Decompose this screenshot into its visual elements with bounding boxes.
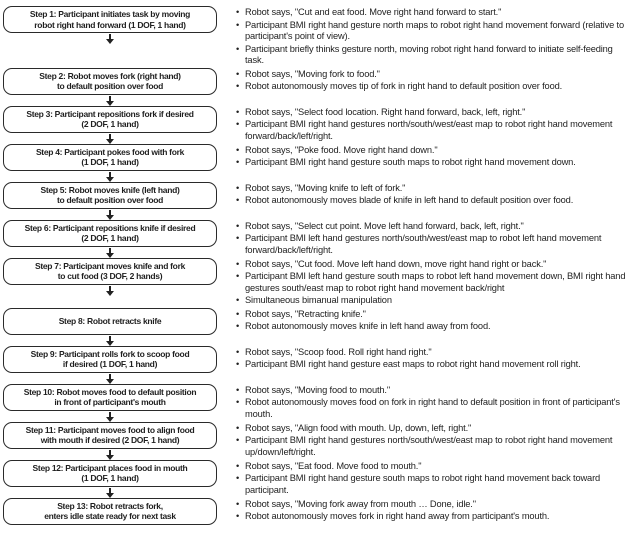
- step-7-notes: [231, 258, 634, 308]
- note-item: • Robot says, "Select cut point. Move left hand forward, back, left, right.": [245, 221, 634, 233]
- step-8-notes: [231, 308, 634, 334]
- step-6-box: [3, 220, 217, 247]
- step-13-box: [3, 498, 217, 525]
- step-5-box: [3, 182, 217, 209]
- step-row-13: [3, 498, 634, 536]
- step-7-cell: [3, 258, 217, 296]
- step-row-8: [3, 308, 634, 346]
- note-item: • Participant BMI left hand gesture south maps to robot left hand movement down, BMI right hand gestures south/east map to robot right hand movement back/right: [245, 271, 634, 294]
- note-item: • Robot autonomously moves tip of fork in right hand to default position over food.: [245, 81, 634, 93]
- step-1-cell: [3, 6, 217, 44]
- step-row-4: [3, 144, 634, 182]
- down-arrow-icon: [106, 34, 114, 44]
- note-item: • Robot says, "Select food location. Right hand forward, back, left, right.": [245, 107, 634, 119]
- step-box-line: (1 DOF, 1 hand): [81, 157, 139, 167]
- down-arrow-icon: [106, 336, 114, 346]
- step-3-cell: [3, 106, 217, 144]
- step-4-cell: [3, 144, 217, 182]
- step-12-box: [3, 460, 217, 487]
- step-box-line: Step 4: Participant pokes food with fork: [35, 146, 185, 157]
- step-row-9: [3, 346, 634, 384]
- step-10-cell: [3, 384, 217, 422]
- down-arrow-icon: [106, 96, 114, 106]
- step-11-box: [3, 422, 217, 449]
- step-row-6: [3, 220, 634, 258]
- down-arrow-icon: [106, 172, 114, 182]
- down-arrow-icon: [106, 286, 114, 296]
- step-box-line: (2 DOF, 1 hand): [81, 233, 139, 243]
- step-4-box: [3, 144, 217, 171]
- step-box-line: robot right hand forward (1 DOF, 1 hand): [34, 19, 186, 30]
- note-item: • Participant BMI right hand gestures north/south/west/east map to robot right hand movement forward/back/left/right.: [245, 119, 634, 142]
- step-box-line: Step 9: Participant rolls fork to scoop food: [30, 348, 190, 359]
- note-item: • Robot autonomously moves blade of knife in left hand to default position over food.: [245, 195, 634, 207]
- step-1-notes: [231, 6, 634, 68]
- down-arrow-icon: [106, 134, 114, 144]
- step-row-1: [3, 6, 634, 68]
- note-item: • Participant BMI left hand gestures north/south/west/east map to robot left hand movement forward/back/left/right.: [245, 233, 634, 256]
- step-row-12: [3, 460, 634, 498]
- step-box-line: Step 11: Participant moves food to align food: [25, 424, 195, 435]
- step-12-notes: [231, 460, 634, 498]
- note-item: • Simultaneous bimanual manipulation: [245, 295, 634, 307]
- step-box-line: Step 5: Robot moves knife (left hand): [40, 184, 180, 195]
- step-box-line: Step 8: Robot retracts knife: [58, 315, 162, 326]
- step-1-box: [3, 6, 217, 33]
- note-item: • Robot says, "Cut and eat food. Move right hand forward to start.": [245, 7, 634, 19]
- down-arrow-icon: [106, 412, 114, 422]
- step-11-notes: [231, 422, 634, 460]
- step-5-notes: [231, 182, 634, 208]
- note-item: • Participant BMI right hand gestures north/south/west/east map to robot right hand movement up/down/left/right.: [245, 435, 634, 458]
- step-5-cell: [3, 182, 217, 220]
- note-item: • Robot says, "Scoop food. Roll right hand right.": [245, 347, 634, 359]
- down-arrow-icon: [106, 374, 114, 384]
- step-6-cell: [3, 220, 217, 258]
- step-3-box: [3, 106, 217, 133]
- step-row-5: [3, 182, 634, 220]
- note-item: • Robot says, "Moving fork to food.": [245, 69, 634, 81]
- step-3-notes: [231, 106, 634, 144]
- step-row-2: [3, 68, 634, 106]
- down-arrow-icon: [106, 450, 114, 460]
- note-item: • Robot autonomously moves food on fork in right hand to default position in front of participant's mouth.: [245, 397, 634, 420]
- note-item: • Robot says, "Moving fork away from mouth … Done, idle.": [245, 499, 634, 511]
- step-box-line: Step 1: Participant initiates task by moving: [29, 9, 191, 19]
- step-box-line: Step 3: Participant repositions fork if desired: [26, 108, 194, 119]
- step-13-cell: [3, 498, 217, 525]
- step-row-11: [3, 422, 634, 460]
- note-item: • Robot says, "Poke food. Move right hand down.": [245, 145, 634, 157]
- note-item: • Robot says, "Align food with mouth. Up, down, left, right.": [245, 423, 634, 435]
- down-arrow-icon: [106, 248, 114, 258]
- step-box-line: enters idle state ready for next task: [44, 511, 176, 521]
- step-4-notes: [231, 144, 634, 170]
- step-box-line: to cut food (3 DOF, 2 hands): [57, 271, 163, 281]
- step-2-box: [3, 68, 217, 95]
- step-box-line: Step 2: Robot moves fork (right hand): [39, 70, 181, 81]
- step-12-cell: [3, 460, 217, 498]
- step-box-line: if desired (1 DOF, 1 hand): [62, 359, 158, 369]
- step-box-line: (2 DOF, 1 hand): [81, 119, 139, 129]
- step-9-box: [3, 346, 217, 373]
- step-box-line: in front of participant's mouth: [54, 397, 166, 407]
- step-10-box: [3, 384, 217, 411]
- flowchart-figure: [3, 6, 634, 536]
- step-6-notes: [231, 220, 634, 258]
- note-item: • Robot says, "Moving knife to left of fork.": [245, 183, 634, 195]
- step-7-box: [3, 258, 217, 285]
- step-8-box: [3, 308, 217, 335]
- step-8-cell: [3, 308, 217, 346]
- step-2-cell: [3, 68, 217, 106]
- step-10-notes: [231, 384, 634, 422]
- step-13-notes: [231, 498, 634, 524]
- step-2-notes: [231, 68, 634, 94]
- note-item: • Participant briefly thinks gesture north, moving robot right hand forward to initiate self-feeding task.: [245, 44, 634, 67]
- note-item: • Participant BMI right hand gesture south maps to robot right hand movement down.: [245, 157, 634, 169]
- step-9-cell: [3, 346, 217, 384]
- note-item: • Robot autonomously moves fork in right hand away from participant's mouth.: [245, 511, 634, 523]
- step-box-line: Step 12: Participant places food in mouth: [32, 462, 188, 473]
- step-box-line: to default position over food: [56, 195, 164, 205]
- note-item: • Robot says, "Cut food. Move left hand down, move right hand right or back.": [245, 259, 634, 271]
- step-9-notes: [231, 346, 634, 372]
- step-box-line: to default position over food: [56, 81, 164, 91]
- down-arrow-icon: [106, 488, 114, 498]
- step-row-7: [3, 258, 634, 308]
- step-row-3: [3, 106, 634, 144]
- note-item: • Participant BMI right hand gesture north maps to robot right hand movement forward (relative to participant's point of view).: [245, 20, 634, 43]
- note-item: • Robot says, "Retracting knife.": [245, 309, 634, 321]
- note-item: • Robot says, "Eat food. Move food to mouth.": [245, 461, 634, 473]
- step-11-cell: [3, 422, 217, 460]
- step-box-line: Step 6: Participant repositions knife if desired: [24, 222, 196, 233]
- step-box-line: Step 10: Robot moves food to default position: [23, 386, 197, 397]
- note-item: • Robot says, "Moving food to mouth.": [245, 385, 634, 397]
- down-arrow-icon: [106, 210, 114, 220]
- note-item: • Participant BMI right hand gesture east maps to robot right hand movement roll right.: [245, 359, 634, 371]
- step-box-line: (1 DOF, 1 hand): [81, 473, 139, 483]
- step-box-line: Step 7: Participant moves knife and fork: [34, 260, 185, 271]
- note-item: • Robot autonomously moves knife in left hand away from food.: [245, 321, 634, 333]
- note-item: • Participant BMI right hand gesture south maps to robot right hand movement back toward participant.: [245, 473, 634, 496]
- step-row-10: [3, 384, 634, 422]
- step-box-line: with mouth if desired (2 DOF, 1 hand): [40, 435, 180, 445]
- step-box-line: Step 13: Robot retracts fork,: [57, 500, 163, 511]
